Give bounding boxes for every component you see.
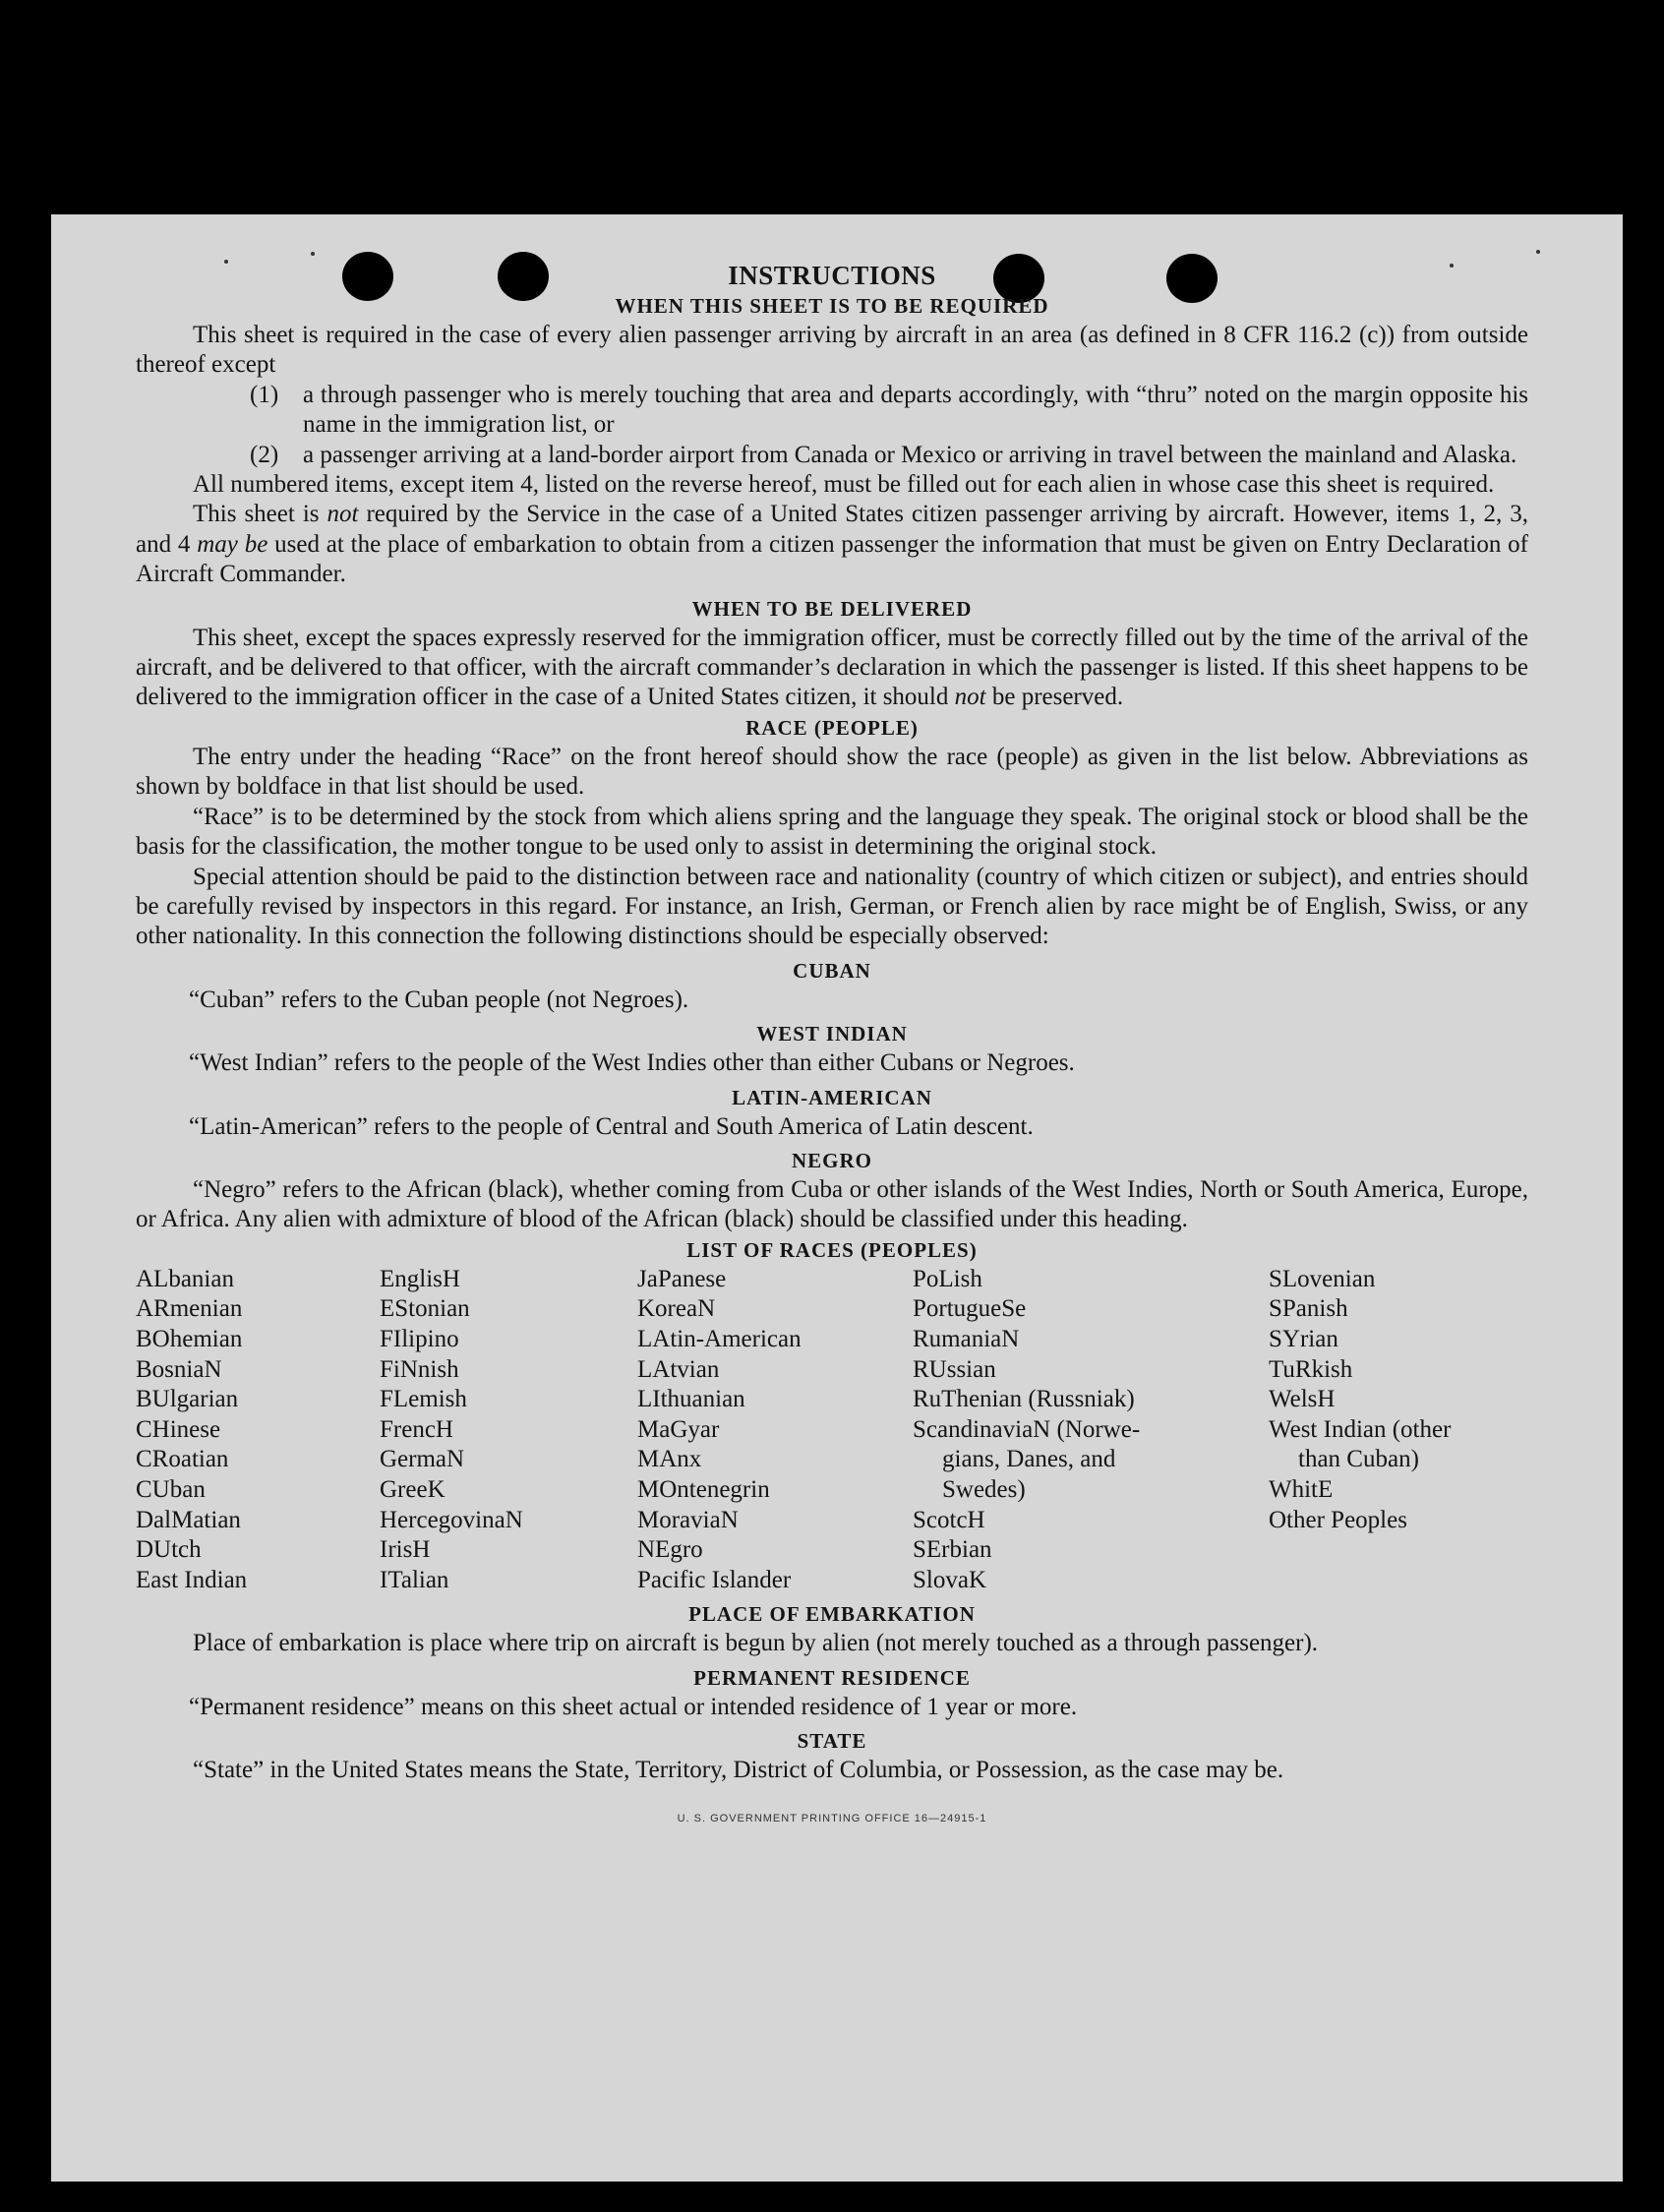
west-indian-definition: “West Indian” refers to the people of the West Indies other than either Cubans or Negroes. xyxy=(189,1049,1075,1077)
exception-item-2 xyxy=(136,441,1528,470)
race-entry: ITalian xyxy=(380,1566,449,1593)
race-entry: EStonian xyxy=(380,1295,470,1323)
heading-when-delivered: WHEN TO BE DELIVERED xyxy=(691,596,973,621)
race-entry: MaGyar xyxy=(637,1415,720,1443)
race-entry: DUtch xyxy=(136,1536,202,1564)
race-entry: ScandinaviaN (Norwe- xyxy=(913,1415,1141,1443)
race-entry: LIthuanian xyxy=(637,1386,745,1413)
race-entry: CRoatian xyxy=(136,1446,229,1473)
race-entry: FrencH xyxy=(380,1415,453,1443)
race-entry: TuRkish xyxy=(1269,1355,1353,1383)
race-entry: MOntenegrin xyxy=(637,1475,770,1503)
heading-place-of-embarkation: PLACE OF EMBARKATION xyxy=(688,1602,976,1627)
heading-when-required: WHEN THIS SHEET IS TO BE REQUIRED xyxy=(615,294,1049,318)
heading-permanent-residence: PERMANENT RESIDENCE xyxy=(693,1665,971,1690)
race-entry: FiNnish xyxy=(380,1355,459,1383)
printing-office-footer: U. S. GOVERNMENT PRINTING OFFICE 16—24915-1 xyxy=(677,1812,987,1824)
race-paragraph-2: “Race” is to be determined by the stock from which aliens spring and the language they speak. The original stock or blood shall be the basis for the classification, the mother tongue to be used only to assist in determining the original stock. xyxy=(136,803,1528,861)
race-entry: HercegovinaN xyxy=(380,1506,523,1533)
heading-negro: NEGRO xyxy=(791,1148,872,1172)
race-entry: NEgro xyxy=(637,1536,703,1564)
item-text: a through passenger who is merely touching that area and departs accordingly, with “thru” noted on the margin opposite his name in the immigration list, or xyxy=(303,381,1528,439)
race-entry-continued: gians, Danes, and xyxy=(942,1446,1116,1473)
race-entry: Pacific Islander xyxy=(637,1566,792,1593)
race-entry: SPanish xyxy=(1269,1295,1348,1323)
race-entry: PortugueSe xyxy=(913,1295,1027,1323)
numbered-items-paragraph: All numbered items, except item 4, listed on the reverse hereof, must be filled out for each alien in whose case this sheet is required. xyxy=(193,471,1495,499)
race-entry: BosniaN xyxy=(136,1355,222,1383)
item-number: (2) xyxy=(250,441,279,468)
latin-american-definition: “Latin-American” refers to the people of Central and South America of Latin descent. xyxy=(189,1112,1034,1140)
race-entry: RuThenian (Russniak) xyxy=(913,1386,1135,1413)
race-column-1 xyxy=(136,1265,380,1596)
race-entry: JaPanese xyxy=(637,1265,727,1292)
item-number: (1) xyxy=(250,381,279,408)
race-entry-continued: than Cuban) xyxy=(1298,1446,1419,1473)
race-entry: SLovenian xyxy=(1269,1265,1376,1292)
race-entry: WelsH xyxy=(1269,1386,1336,1413)
race-entry: MAnx xyxy=(637,1446,702,1473)
heading-race: RACE (PEOPLE) xyxy=(745,715,919,740)
race-entry: IrisH xyxy=(380,1536,431,1564)
race-entry: WhitE xyxy=(1269,1475,1334,1503)
race-entry: PoLish xyxy=(913,1265,982,1292)
race-entry: BUlgarian xyxy=(136,1386,239,1413)
race-entry: GermaN xyxy=(380,1446,465,1473)
race-entry: SErbian xyxy=(913,1536,992,1564)
race-entry: West Indian (other xyxy=(1269,1415,1452,1443)
intro-paragraph: This sheet is required in the case of every alien passenger arriving by aircraft in an area (as defined in 8 CFR 116.2 (c)) from outside thereof except xyxy=(136,322,1528,379)
race-entry: East Indian xyxy=(136,1566,248,1593)
heading-state: STATE xyxy=(797,1729,867,1754)
race-entry: ALbanian xyxy=(136,1265,234,1292)
race-entry: CHinese xyxy=(136,1415,221,1443)
race-paragraph-3: Special attention should be paid to the distinction between race and nationality (country of which citizen or subject), and entries should be carefully revised by inspectors in this regard. For instance, an Irish, German, or French alien by race might be of English, Swiss, or any other nationality. In this connection the following distinctions should be especially observed: xyxy=(136,863,1528,950)
race-entry: SlovaK xyxy=(913,1566,986,1593)
race-column-5 xyxy=(1269,1265,1528,1596)
race-entry-continued: Swedes) xyxy=(942,1475,1026,1503)
race-entry: ScotcH xyxy=(913,1506,985,1533)
race-column-4 xyxy=(913,1265,1269,1596)
exception-item-1 xyxy=(136,381,1528,441)
page-title: INSTRUCTIONS xyxy=(728,261,936,290)
race-entry: LAtvian xyxy=(637,1355,720,1383)
citizen-paragraph: This sheet is not required by the Service in the case of a United States citizen passenger arriving by aircraft. However, items 1, 2, 3, and 4 may be used at the place of embarkation to obtain from a citizen passenger the information that must be given on Entry Declaration of Aircraft Commander. xyxy=(136,501,1528,588)
race-entry: GreeK xyxy=(380,1475,446,1503)
state-definition: “State” in the United States means the State, Territory, District of Columbia, or Possession, as the case may be. xyxy=(193,1757,1284,1784)
race-entry: RUssian xyxy=(913,1355,996,1383)
delivery-paragraph: This sheet, except the spaces expressly reserved for the immigration officer, must be correctly filled out by the time of the arrival of the aircraft, and be delivered to that officer, with the aircraft commander’s declaration in which the passenger is listed. If this sheet happens to be delivered to the immigration officer in the case of a United States citizen, it should not be preserved. xyxy=(136,624,1528,711)
race-paragraph-1: The entry under the heading “Race” on the front hereof should show the race (people) as given in the list below. Abbreviations as shown by boldface in that list should be used. xyxy=(136,743,1528,801)
race-column-3 xyxy=(637,1265,913,1596)
race-entry: RumaniaN xyxy=(913,1325,1020,1352)
race-entry: BOhemian xyxy=(136,1325,243,1352)
residence-definition: “Permanent residence” means on this sheet actual or intended residence of 1 year or more. xyxy=(189,1693,1078,1720)
race-entry: DalMatian xyxy=(136,1506,241,1533)
embarkation-definition: Place of embarkation is place where trip on aircraft is begun by alien (not merely touched as a through passenger). xyxy=(193,1630,1319,1657)
race-entry: FLemish xyxy=(380,1386,467,1413)
heading-west-indian: WEST INDIAN xyxy=(756,1022,908,1046)
race-entry: MoraviaN xyxy=(637,1506,739,1533)
document-page xyxy=(51,214,1623,2182)
cuban-definition: “Cuban” refers to the Cuban people (not Negroes). xyxy=(189,986,689,1013)
race-entry: LAtin-American xyxy=(637,1325,802,1352)
instructions-content xyxy=(136,260,1528,1833)
race-list xyxy=(136,1265,1528,1596)
race-entry: KoreaN xyxy=(637,1295,716,1323)
race-entry: SYrian xyxy=(1269,1325,1338,1352)
item-text: a passenger arriving at a land-border airport from Canada or Mexico or arriving in travel between the mainland and Alaska. xyxy=(303,441,1517,468)
race-entry: EnglisH xyxy=(380,1265,460,1292)
race-entry: ARmenian xyxy=(136,1295,243,1323)
race-entry: Other Peoples xyxy=(1269,1506,1407,1533)
race-column-2 xyxy=(380,1265,637,1596)
heading-latin-american: LATIN-AMERICAN xyxy=(732,1085,932,1109)
heading-cuban: CUBAN xyxy=(793,958,871,983)
race-entry: FIlipino xyxy=(380,1325,459,1352)
negro-definition: “Negro” refers to the African (black), whether coming from Cuba or other islands of the West Indies, North or South America, Europe, or Africa. Any alien with admixture of blood of the African (black) should be classified under this heading. xyxy=(136,1175,1528,1233)
heading-list-of-races: LIST OF RACES (PEOPLES) xyxy=(686,1237,978,1262)
race-entry: CUban xyxy=(136,1475,206,1503)
